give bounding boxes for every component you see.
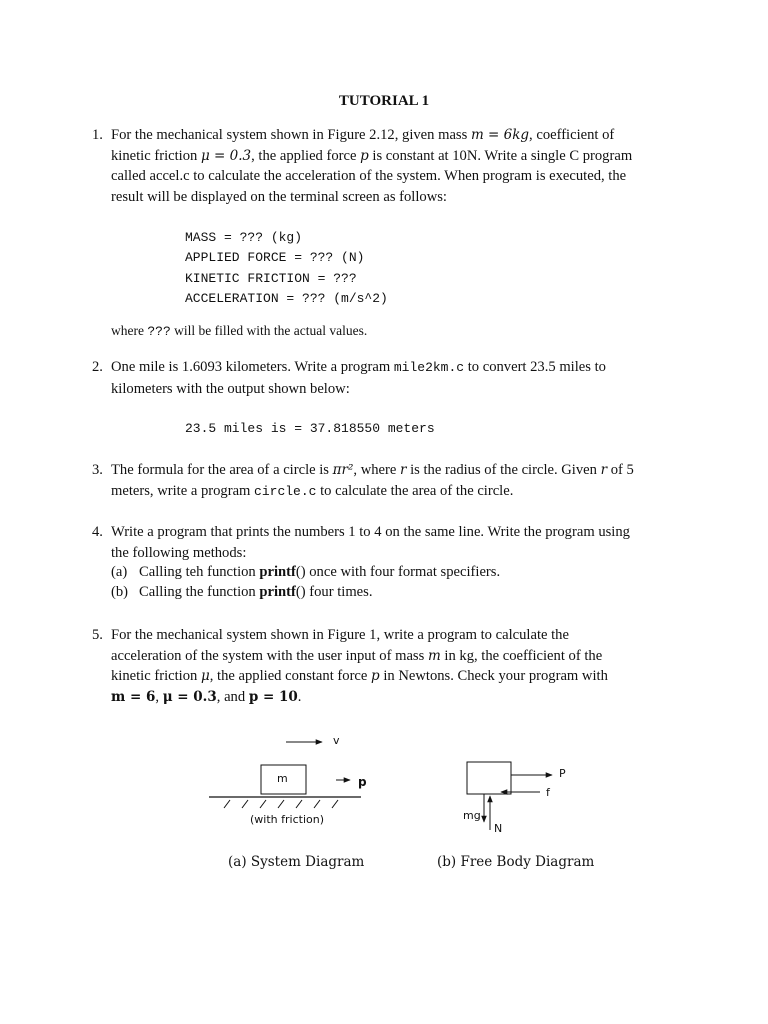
code-line: ACCELERATION = ??? (m/s^2) — [185, 290, 388, 306]
text: is the radius of the circle. Given — [406, 462, 601, 478]
normal-label: N — [494, 822, 503, 835]
question-number: 4. — [92, 524, 103, 540]
code-line: KINETIC FRICTION = ??? — [185, 270, 357, 286]
caption-system-diagram: (a) System Diagram — [228, 854, 365, 870]
friction-label: f — [546, 786, 550, 799]
text: , coefficient of — [529, 127, 615, 143]
fbd-block — [467, 762, 511, 794]
q2-line-2: kilometers with the output shown below: — [111, 380, 350, 397]
math-eq: μ = 0.3 — [162, 688, 217, 705]
text: , where — [353, 462, 400, 478]
q4-line-2: the following methods: — [111, 544, 247, 561]
item-label: (b) — [111, 584, 129, 600]
program-name: mile2km.c — [393, 360, 465, 375]
friction-note: (with friction) — [250, 813, 324, 826]
text: , and — [216, 688, 249, 705]
text: , the applied constant force — [209, 668, 372, 684]
mass-label: m — [277, 772, 288, 785]
text: The formula for the area of a circle is — [111, 462, 333, 478]
item-label: (a) — [111, 564, 128, 580]
function-name: printf — [259, 584, 296, 600]
q5-line-1: For the mechanical system shown in Figure 1, write a program to calculate the — [111, 627, 569, 643]
text: , the applied force — [251, 147, 361, 164]
question-number: 5. — [92, 627, 103, 643]
ground-hatching — [224, 800, 338, 808]
text: kinetic friction — [111, 147, 201, 164]
q1-line-3: called accel.c to calculate the acceleration of the system. When program is executed, the — [111, 168, 627, 184]
q1-line-4: result will be displayed on the terminal screen as follows: — [111, 188, 447, 205]
math-m: m — [427, 647, 441, 664]
text: of 5 — [607, 462, 634, 478]
code-inline: ??? — [147, 324, 171, 339]
caption-free-body-diagram: (b) Free Body Diagram — [437, 854, 595, 870]
math-eq: p = 10 — [248, 688, 298, 705]
text: Calling teh function — [139, 564, 260, 580]
page-title: TUTORIAL 1 — [338, 93, 430, 109]
code-line: APPLIED FORCE = ??? (N) — [185, 250, 365, 266]
q4-line-1: Write a program that prints the numbers 1 to 4 on the same line. Write the program using — [111, 524, 630, 540]
weight-label: mg — [463, 809, 481, 822]
text: kinetic friction — [111, 668, 201, 684]
question-number: 2. — [92, 359, 103, 375]
text: will be filled with the actual values. — [170, 323, 368, 338]
force-label-a: p — [358, 775, 367, 789]
function-name: printf — [259, 564, 296, 580]
text: Calling the function — [139, 584, 260, 600]
math-mu: μ = 0.3 — [200, 147, 252, 164]
text: in Newtons. Check your program with — [379, 668, 608, 684]
math-mass: m = 6kg — [470, 127, 530, 143]
text: , — [155, 688, 163, 705]
force-label-p: P — [559, 767, 566, 780]
question-number: 1. — [92, 127, 103, 143]
text: where — [111, 323, 148, 338]
code-block-output-2: 23.5 miles is = 37.818550 meters — [185, 421, 435, 436]
code-line: MASS = ??? (kg) — [185, 230, 303, 245]
text: to calculate the area of the circle. — [316, 482, 514, 499]
text: () four times. — [295, 584, 373, 600]
question-number: 3. — [92, 462, 103, 478]
text: in kg, the coefficient of the — [440, 647, 603, 664]
math-p: p — [360, 147, 369, 164]
text: is constant at 10N. Write a single C program — [368, 147, 633, 164]
text: . — [297, 688, 302, 705]
text: () once with four format specifiers. — [295, 564, 501, 580]
math-mu: μ — [200, 668, 210, 684]
math-r: r — [400, 462, 407, 478]
math-eq: m = 6 — [111, 688, 156, 705]
math-p: p — [371, 668, 380, 684]
text: meters, write a program — [111, 482, 255, 499]
program-name: circle.c — [254, 483, 317, 499]
velocity-label: v — [333, 734, 340, 747]
math-r: r — [600, 462, 608, 478]
text: to convert 23.5 miles to — [464, 359, 606, 375]
text: acceleration of the system with the user input of mass — [111, 647, 428, 664]
math-formula: πr² — [332, 462, 354, 478]
text: One mile is 1.6093 kilometers. Write a program — [111, 359, 394, 375]
text: For the mechanical system shown in Figure 2.12, given mass — [111, 127, 471, 143]
